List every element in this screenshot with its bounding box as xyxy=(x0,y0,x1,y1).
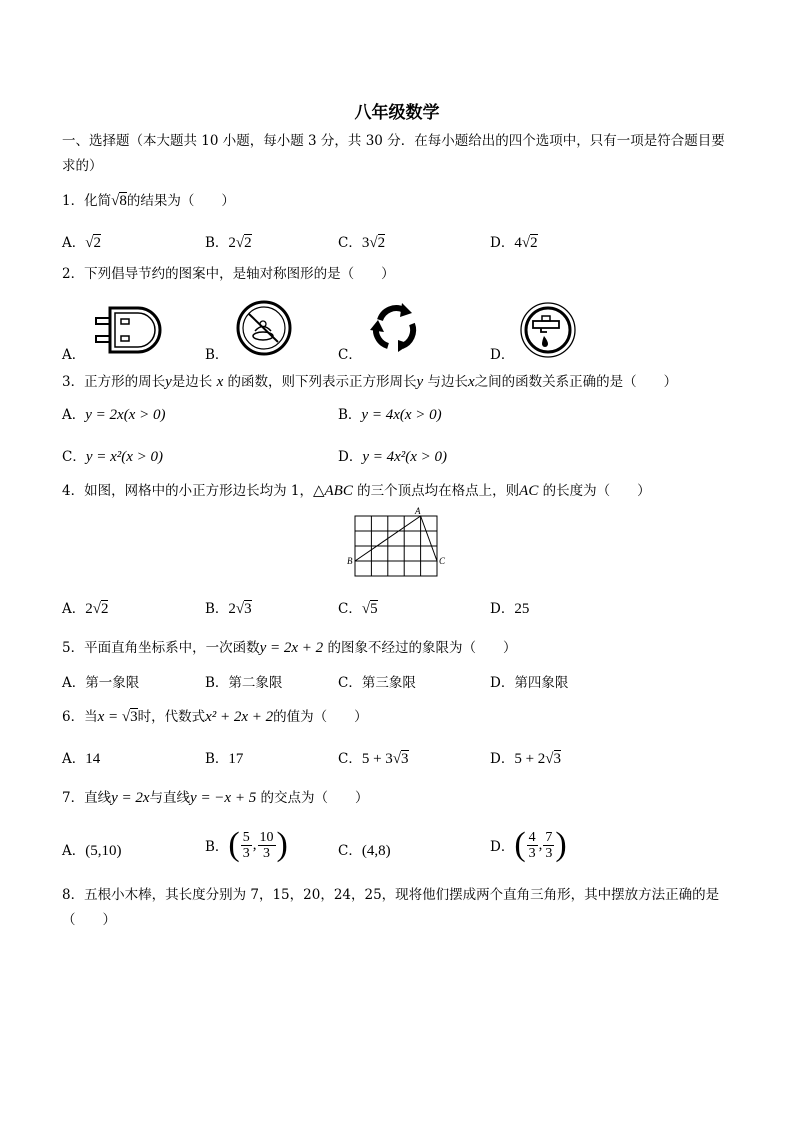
q5-option-a: A．第一象限 xyxy=(62,675,140,691)
q4-option-b: B．2√3 xyxy=(205,601,252,617)
option-coef: 2 xyxy=(228,235,236,251)
option-value: 14 xyxy=(85,751,101,767)
q6-option-a xyxy=(62,750,100,768)
q3-text-b: 是边长 xyxy=(171,374,213,390)
q3-text-d: 与边长 xyxy=(427,374,468,390)
q3-text-a: 3．正方形的周长 xyxy=(62,374,166,390)
q7-line2: y = −x + 5 xyxy=(190,790,257,806)
q7-text-c: 的交点为（ ） xyxy=(260,790,369,806)
segment-ac: AC xyxy=(519,483,539,499)
vertex-b-label: B xyxy=(347,556,353,566)
option-label: B． xyxy=(205,751,229,767)
frac-denominator: 3 xyxy=(545,845,553,861)
q7-text-a: 7．直线 xyxy=(62,790,112,806)
question-4 xyxy=(62,482,651,500)
q5-text-a: 5．平面直角坐标系中，一次函数 xyxy=(62,640,260,656)
q2-option-a-label: A． xyxy=(62,347,86,363)
question-8-line1: 8．五根小木棒，其长度分别为 7，15，20，24，25，现将他们摆成两个直角三角形，其中摆放方法正确的是 xyxy=(62,887,720,903)
vertex-a-label: A xyxy=(415,506,421,516)
option-label: A． xyxy=(62,407,86,423)
frac-numerator: 10 xyxy=(259,829,274,845)
q6-option-b xyxy=(205,750,243,768)
frac-numerator: 5 xyxy=(242,829,250,845)
section-heading-line1: 一、选择题（本大题共 10 小题，每小题 3 分，共 30 分．在每小题给出的四个选项中，只有一项是符合题目要 xyxy=(62,133,725,149)
q4-option-c: C．√5 xyxy=(338,601,378,617)
sqrt-sign: √ xyxy=(111,193,120,209)
option-label: D． xyxy=(490,601,515,617)
question-2: 2．下列倡导节约的图案中，是轴对称图形的是（ ） xyxy=(62,266,395,282)
q1-option-c: C．3√2 xyxy=(338,235,386,251)
question-5 xyxy=(62,639,516,657)
q5-option-b: B．第二象限 xyxy=(205,675,283,691)
q6-cond-var: x = xyxy=(97,709,122,725)
option-label: C． xyxy=(338,601,362,617)
option-label: A． xyxy=(62,235,86,251)
option-expr: y = 4x(x > 0) xyxy=(361,407,442,423)
option-value: 25 xyxy=(514,601,530,617)
option-radicand: 2 xyxy=(100,601,109,617)
q4-text-b: 的三个顶点均在格点上，则 xyxy=(357,483,520,499)
option-expr: y = 2x(x > 0) xyxy=(85,407,166,423)
q1-suffix: 的结果为（ ） xyxy=(126,193,235,209)
frac-denominator: 3 xyxy=(528,845,536,861)
option-coef: 3 xyxy=(361,235,370,251)
q1-radicand: 8 xyxy=(119,193,127,209)
option-pre: 5 + 2 xyxy=(514,751,546,767)
option-value: 17 xyxy=(228,751,244,767)
q3-option-c xyxy=(62,448,163,466)
option-label: A． xyxy=(62,843,86,859)
option-label: B． xyxy=(338,407,362,423)
option-label: A． xyxy=(62,601,86,617)
question-7 xyxy=(62,789,369,807)
q1-option-b: B．2√2 xyxy=(205,235,252,251)
frac-numerator: 7 xyxy=(545,829,553,845)
q6-text-b: 时，代数式 xyxy=(137,709,206,725)
option-coef: 4 xyxy=(514,235,522,251)
option-radicand: 3 xyxy=(401,751,409,767)
option-label: C． xyxy=(338,235,362,251)
q4-option-d xyxy=(490,600,529,618)
q2-option-c-label: C． xyxy=(338,347,362,363)
q6-text-a: 6．当 xyxy=(62,709,98,725)
q1-option-a: A．√2 xyxy=(62,235,101,251)
option-label: D． xyxy=(490,751,515,767)
option-label: C． xyxy=(62,449,86,465)
q1-option-d: D．4√2 xyxy=(490,235,538,251)
option-label: B． xyxy=(205,601,229,617)
option-label: D． xyxy=(338,449,363,465)
q4-text-a: 4．如图，网格中的小正方形边长均为 1， xyxy=(62,483,313,499)
option-radicand: 2 xyxy=(93,235,101,251)
var-y: y xyxy=(416,374,424,390)
q2-option-b-label: B． xyxy=(205,347,229,363)
frac-numerator: 4 xyxy=(528,829,536,845)
option-coef: 2 xyxy=(85,601,93,617)
q2-option-d-label: D． xyxy=(490,347,515,363)
plug-icon xyxy=(88,304,168,354)
q3-text-c: 的函数，则下列表示正方形周长 xyxy=(227,374,417,390)
option-value: (4,8) xyxy=(361,843,391,859)
option-radicand: 2 xyxy=(244,235,252,251)
q7-option-c xyxy=(338,842,391,860)
option-expr: y = 4x²(x > 0) xyxy=(362,449,448,465)
q7-option-d: D． ( $\frac{4}{3}$ , $\frac{7}{3}$ ) xyxy=(490,826,567,863)
q7-text-b: 与直线 xyxy=(149,790,191,806)
q6-cond-radicand: 3 xyxy=(130,709,138,725)
option-label: B． xyxy=(205,235,229,251)
option-radicand: 2 xyxy=(530,235,538,251)
option-label: D． xyxy=(490,235,515,251)
q7-option-b: B． ( $\frac{5}{3}$ , $\frac{10}{3}$ ) xyxy=(205,826,288,863)
q6-option-c: C．5 + 3√3 xyxy=(338,751,409,767)
section-heading-line2: 求的） xyxy=(62,158,103,174)
q3-text-e: 之间的函数关系正确的是（ ） xyxy=(474,374,678,390)
q6-text-c: 的值为（ ） xyxy=(273,709,368,725)
question-8-line2: （ ） xyxy=(62,912,116,928)
q1-prefix: 1．化简 xyxy=(62,193,112,209)
q5-option-d: D．第四象限 xyxy=(490,675,569,691)
var-x: x xyxy=(468,374,475,390)
option-radicand: 3 xyxy=(553,751,562,767)
var-x: x xyxy=(216,374,224,390)
question-3 xyxy=(62,373,677,391)
frac-denominator: 3 xyxy=(263,845,270,861)
q3-option-a xyxy=(62,406,165,424)
recycle-arrows-icon xyxy=(366,300,424,356)
q5-text-b: 的图象不经过的象限为（ ） xyxy=(327,640,517,656)
option-radicand: 3 xyxy=(244,601,252,617)
grid-triangle-figure xyxy=(345,506,450,582)
option-label: A． xyxy=(62,751,86,767)
question-1 xyxy=(62,192,235,210)
var-y: y xyxy=(165,374,172,390)
frac-denominator: 3 xyxy=(242,845,250,861)
option-value: (5,10) xyxy=(85,843,122,859)
q7-option-a xyxy=(62,842,122,860)
vertex-c-label: C xyxy=(439,556,446,566)
q4-text-c: 的长度为（ ） xyxy=(542,483,651,499)
triangle-abc: △ABC xyxy=(312,483,353,499)
option-label: C． xyxy=(338,751,362,767)
question-6: 6．当x = √3时，代数式x² + 2x + 2的值为（ ） xyxy=(62,709,368,725)
page-title: 八年级数学 xyxy=(354,103,440,123)
option-expr: y = x²(x > 0) xyxy=(85,449,164,465)
no-food-waste-icon xyxy=(236,300,292,356)
water-tap-icon xyxy=(519,301,577,359)
q7-line1: y = 2x xyxy=(111,790,150,806)
q4-option-a: A．2√2 xyxy=(62,601,109,617)
option-label: C． xyxy=(338,843,362,859)
q5-option-c: C．第三象限 xyxy=(338,675,416,691)
option-coef: 2 xyxy=(228,601,236,617)
option-pre: 5 + 3 xyxy=(361,751,393,767)
option-radicand: 5 xyxy=(370,601,378,617)
q3-option-d xyxy=(338,448,447,466)
q5-expr: y = 2x + 2 xyxy=(259,640,324,656)
option-label: B． xyxy=(205,839,229,855)
q3-option-b xyxy=(338,406,442,424)
option-radicand: 2 xyxy=(377,235,386,251)
option-label: D． xyxy=(490,839,515,855)
q6-option-d: D．5 + 2√3 xyxy=(490,751,562,767)
q6-expr: x² + 2x + 2 xyxy=(205,709,274,725)
